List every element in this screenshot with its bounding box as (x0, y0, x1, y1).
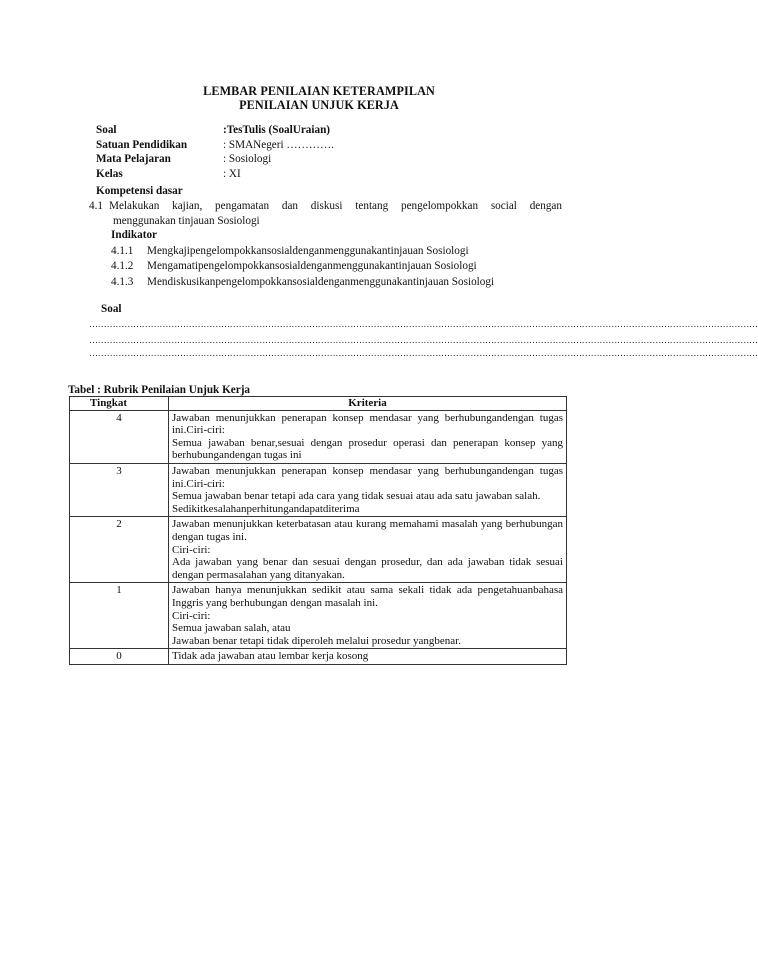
indikator-number: 4.1.1 (111, 245, 134, 257)
answer-line: ………………………………………………………………………………………………………………………………………………………………………………………………………… (89, 348, 758, 358)
criteria-line: Jawaban benar tetapi tidak diperoleh melalui prosedur yangbenar. (172, 634, 461, 647)
indikator-text: Mengamatipengelompokkansosialdenganmenggunakantinjauan Sosiologi (147, 260, 477, 273)
kompetensi-line: menggunakan tinjauan Sosiologi (113, 215, 260, 227)
indikator-text: Mengkajipengelompokkansosialdenganmenggunakantinjauan Sosiologi (147, 245, 469, 257)
table-row (70, 649, 567, 665)
criteria-line: Sedikitkesalahanperhitungandapatditerima (172, 502, 360, 515)
indikator-item (111, 244, 494, 259)
table-row (70, 410, 567, 463)
meta-value: :TesTulis (SoalUraian) (223, 124, 331, 136)
criteria-line: Semua jawaban benar,sesuai dengan prosedur operasi dan penerapan konsep yang berhubungandengan tugas ini (172, 436, 563, 462)
table-row (70, 463, 567, 516)
level-cell: 0 (70, 649, 169, 665)
document-title: LEMBAR PENILAIAN KETERAMPILAN (203, 84, 435, 98)
meta-row-kelas (96, 167, 334, 182)
meta-info (96, 123, 334, 181)
criteria-line: Semua jawaban salah, atau (172, 622, 291, 635)
criteria-line: Ciri-ciri: (172, 609, 211, 622)
kompetensi-heading: Kompetensi dasar (96, 185, 183, 197)
criteria-line: Jawaban menunjukkan penerapan konsep mendasar yang berhubungandengan tugas ini.Ciri-ciri: (172, 464, 563, 490)
meta-row-satuan (96, 138, 334, 153)
indikator-text: Mendiskusikanpengelompokkansosialdenganmenggunakantinjauan Sosiologi (147, 275, 495, 288)
table-row (70, 517, 567, 583)
meta-label: Kelas (96, 167, 123, 180)
indikator-list (111, 244, 494, 290)
criteria-line: Jawaban menunjukkan keterbatasan atau kurang memahami masalah yang berhubungan dengan tugas ini. (172, 518, 563, 543)
meta-value: : Sosiologi (223, 153, 272, 166)
answer-line: ………………………………………………………………………………………………………………………………………………………………………………………………………… (89, 335, 758, 345)
meta-row-mapel (96, 152, 334, 167)
soal-heading: Soal (101, 303, 122, 315)
criteria-cell (169, 463, 567, 516)
meta-value: : XI (223, 167, 241, 180)
kompetensi-line: Melakukan kajian, pengamatan dan diskusi tentang pengelompokkan social dengan (109, 200, 562, 212)
criteria-line: Ada jawaban yang benar dan sesuai dengan prosedur, dan ada jawaban tidak sesuai dengan permasalahan yang ditanyakan. (172, 556, 563, 581)
criteria-cell (169, 410, 567, 463)
indikator-item (111, 275, 494, 290)
criteria-cell (169, 649, 567, 665)
level-cell: 1 (70, 583, 169, 649)
indikator-number: 4.1.2 (111, 260, 134, 273)
criteria-line: Jawaban hanya menunjukkan sedikit atau sama sekali tidak ada pengetahuanbahasa Inggris yang berhubungan dengan masalah ini. (172, 584, 563, 609)
answer-line: ………………………………………………………………………………………………………………………………………………………………………………………………………… (89, 319, 758, 329)
meta-label: Satuan Pendidikan (96, 138, 188, 151)
meta-value: : SMANegeri …………. (223, 138, 334, 151)
indikator-item (111, 259, 494, 274)
criteria-line: Semua jawaban benar tetapi ada cara yang tidak sesuai atau ada satu jawaban salah. (172, 490, 541, 503)
meta-label: Soal (96, 124, 117, 136)
meta-label: Mata Pelajaran (96, 153, 171, 166)
criteria-cell (169, 583, 567, 649)
column-header-kriteria: Kriteria (169, 397, 567, 411)
kompetensi-text (89, 199, 562, 229)
criteria-line: Jawaban menunjukkan penerapan konsep mendasar yang berhubungandengan tugas ini.Ciri-ciri: (172, 411, 563, 437)
table-caption: Tabel : Rubrik Penilaian Unjuk Kerja (68, 384, 251, 396)
rubric-table (69, 396, 567, 665)
kompetensi-number: 4.1 (89, 200, 103, 212)
indikator-heading: Indikator (111, 229, 158, 241)
criteria-line: Tidak ada jawaban atau lembar kerja kosong (172, 650, 369, 663)
indikator-number: 4.1.3 (111, 275, 134, 288)
document-subtitle: PENILAIAN UNJUK KERJA (239, 98, 399, 112)
table-header-row (70, 397, 567, 411)
meta-row-soal (96, 123, 334, 138)
table-row (70, 583, 567, 649)
criteria-cell (169, 517, 567, 583)
column-header-tingkat: Tingkat (70, 397, 169, 411)
level-cell: 3 (70, 463, 169, 516)
criteria-line: Ciri-ciri: (172, 543, 211, 556)
level-cell: 4 (70, 410, 169, 463)
level-cell: 2 (70, 517, 169, 583)
